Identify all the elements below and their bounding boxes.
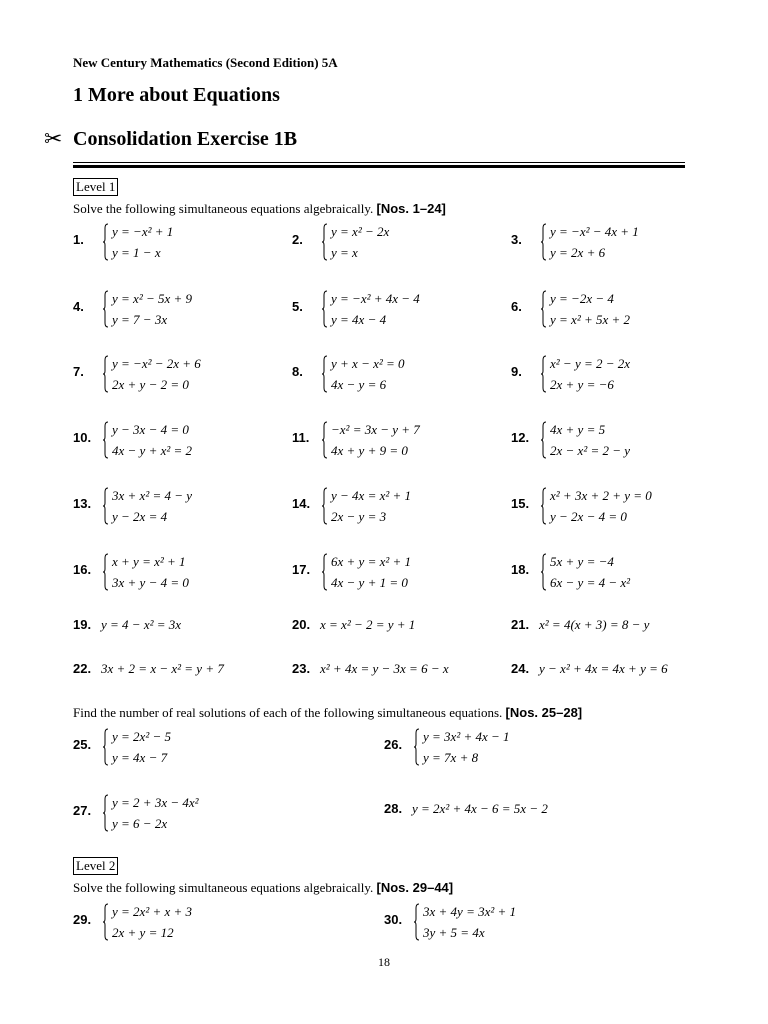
equation-2: y = x xyxy=(331,245,358,260)
question-number: 18. xyxy=(511,562,530,577)
equation-1: y + x − x² = 0 xyxy=(331,356,405,371)
question-number: 10. xyxy=(73,430,92,445)
brace-icon xyxy=(541,290,547,328)
instruction-range: [Nos. 1–24] xyxy=(376,201,446,216)
equation-system xyxy=(322,551,411,593)
question-number: 20. xyxy=(292,617,311,632)
equation-system xyxy=(103,288,192,330)
equation-1: y = 2x² − 5 xyxy=(112,729,171,744)
question-number: 24. xyxy=(511,661,530,676)
equation-1: y = 2x² + x + 3 xyxy=(112,904,193,919)
equation-system xyxy=(322,485,411,527)
equation-1: 3x + 4y = 3x² + 1 xyxy=(423,904,517,919)
brace-icon xyxy=(103,903,109,941)
equation-1: 5x + y = −4 xyxy=(550,554,614,569)
brace-icon xyxy=(541,355,547,393)
equation-system xyxy=(322,221,389,263)
question-number: 27. xyxy=(73,803,92,818)
equation-2: y − 2x = 4 xyxy=(112,509,168,524)
brace-icon xyxy=(322,487,328,525)
equation-2: 6x − y = 4 − x² xyxy=(550,575,631,590)
equation-2: 2x − y = 3 xyxy=(331,509,387,524)
instruction-1 xyxy=(73,201,446,217)
question-number: 26. xyxy=(384,737,403,752)
instruction-3 xyxy=(73,880,453,896)
question-number: 23. xyxy=(292,661,311,676)
instruction-text: Solve the following simultaneous equations algebraically. xyxy=(73,201,374,216)
equation-1: y = −x² + 4x − 4 xyxy=(331,291,420,306)
exercise-title: Consolidation Exercise 1B xyxy=(73,128,298,150)
brace-icon xyxy=(322,290,328,328)
level-1-label: Level 1 xyxy=(73,178,118,196)
equation-system xyxy=(103,221,173,263)
equation-2: 3x + y − 4 = 0 xyxy=(112,575,189,590)
equation-2: y = 2x + 6 xyxy=(550,245,606,260)
equation-1: y − 4x = x² + 1 xyxy=(331,488,412,503)
equation-system xyxy=(541,551,630,593)
brace-icon xyxy=(103,421,109,459)
brace-icon xyxy=(103,553,109,591)
equation-2: 4x − y = 6 xyxy=(331,377,387,392)
instruction-range: [Nos. 25–28] xyxy=(505,705,583,720)
question-number: 8. xyxy=(292,364,303,379)
brace-icon xyxy=(541,553,547,591)
equation-system xyxy=(103,551,189,593)
equation-1: x² + 3x + 2 + y = 0 xyxy=(550,488,652,503)
brace-icon xyxy=(541,421,547,459)
equation-system xyxy=(322,353,405,395)
question-number: 4. xyxy=(73,299,84,314)
equation-system xyxy=(103,726,171,768)
equation-system xyxy=(414,726,510,768)
brace-icon xyxy=(541,223,547,261)
question-number: 7. xyxy=(73,364,84,379)
question-number: 16. xyxy=(73,562,92,577)
question-number: 28. xyxy=(384,801,403,816)
equation-1: y = x² − 5x + 9 xyxy=(112,291,193,306)
level-2-label: Level 2 xyxy=(73,857,118,875)
question-number: 12. xyxy=(511,430,530,445)
brace-icon xyxy=(322,421,328,459)
equation-1: y = x² − 2x xyxy=(331,224,390,239)
scissors-icon: ✂ xyxy=(44,126,63,151)
question-number: 15. xyxy=(511,496,530,511)
equation-2: y = 1 − x xyxy=(112,245,161,260)
equation-system xyxy=(541,288,630,330)
equation-1: y = −x² − 2x + 6 xyxy=(112,356,201,371)
question-number: 19. xyxy=(73,617,92,632)
equation-system xyxy=(322,419,420,461)
question-number: 11. xyxy=(292,430,310,445)
instruction-text: Find the number of real solutions of each of the following simultaneous equations. xyxy=(73,705,503,720)
equation-system xyxy=(103,353,201,395)
equation-1: 6x + y = x² + 1 xyxy=(331,554,412,569)
equation-1: y = 2 + 3x − 4x² xyxy=(112,795,199,810)
brace-icon xyxy=(103,487,109,525)
equation-1: y − 3x − 4 = 0 xyxy=(112,422,189,437)
question-number: 14. xyxy=(292,496,311,511)
book-title: New Century Mathematics (Second Edition) 5A xyxy=(73,55,338,70)
equation-2: y − 2x − 4 = 0 xyxy=(550,509,627,524)
instruction-text: Solve the following simultaneous equations algebraically. xyxy=(73,880,374,895)
brace-icon xyxy=(103,355,109,393)
brace-icon xyxy=(103,794,109,832)
brace-icon xyxy=(322,355,328,393)
question-number: 30. xyxy=(384,912,403,927)
brace-icon xyxy=(322,553,328,591)
equation-2: 2x + y − 2 = 0 xyxy=(112,377,189,392)
equation-system xyxy=(322,288,420,330)
brace-icon xyxy=(541,487,547,525)
equation-system xyxy=(541,353,630,395)
equation: 3x + 2 = x − x² = y + 7 xyxy=(101,661,224,676)
question-number: 13. xyxy=(73,496,92,511)
question-number: 22. xyxy=(73,661,92,676)
equation-system xyxy=(103,419,192,461)
equation-system xyxy=(541,485,652,527)
question-number: 6. xyxy=(511,299,522,314)
equation-2: y = 4x − 4 xyxy=(331,312,387,327)
equation-2: y = 7 − 3x xyxy=(112,312,168,327)
equation-1: y = −x² − 4x + 1 xyxy=(550,224,639,239)
equation: y = 4 − x² = 3x xyxy=(101,617,182,632)
equation-1: x² − y = 2 − 2x xyxy=(550,356,631,371)
equation: x² + 4x = y − 3x = 6 − x xyxy=(320,661,449,676)
equation: x = x² − 2 = y + 1 xyxy=(320,617,416,632)
equation-system xyxy=(103,792,199,834)
equation-1: y = −x² + 1 xyxy=(112,224,174,239)
divider-line xyxy=(73,162,685,163)
question-number: 1. xyxy=(73,232,84,247)
brace-icon xyxy=(414,728,420,766)
equation-1: 3x + x² = 4 − y xyxy=(112,488,193,503)
brace-icon xyxy=(103,728,109,766)
question-number: 29. xyxy=(73,912,92,927)
equation-2: 4x − y + x² = 2 xyxy=(112,443,193,458)
question-number: 5. xyxy=(292,299,303,314)
equation-2: y = 7x + 8 xyxy=(423,750,479,765)
equation: x² = 4(x + 3) = 8 − y xyxy=(539,617,650,632)
question-number: 25. xyxy=(73,737,92,752)
divider-line-thick xyxy=(73,165,685,168)
equation-1: −x² = 3x − y + 7 xyxy=(331,422,420,437)
question-number: 21. xyxy=(511,617,530,632)
instruction-2 xyxy=(73,705,582,721)
equation-2: 3y + 5 = 4x xyxy=(423,925,485,940)
equation-1: x + y = x² + 1 xyxy=(112,554,186,569)
question-number: 9. xyxy=(511,364,522,379)
equation-system xyxy=(103,485,192,527)
page-number: 18 xyxy=(378,955,390,969)
equation-2: 2x − x² = 2 − y xyxy=(550,443,631,458)
equation-system xyxy=(414,901,516,943)
equation: y = 2x² + 4x − 6 = 5x − 2 xyxy=(412,801,548,816)
question-number: 3. xyxy=(511,232,522,247)
equation-system xyxy=(541,419,630,461)
brace-icon xyxy=(103,290,109,328)
equation-2: 2x + y = −6 xyxy=(550,377,614,392)
brace-icon xyxy=(322,223,328,261)
equation-1: y = 3x² + 4x − 1 xyxy=(423,729,510,744)
equation-1: y = −2x − 4 xyxy=(550,291,614,306)
equation-2: y = x² + 5x + 2 xyxy=(550,312,631,327)
question-number: 2. xyxy=(292,232,303,247)
question-number: 17. xyxy=(292,562,311,577)
equation-2: y = 6 − 2x xyxy=(112,816,168,831)
chapter-title: 1 More about Equations xyxy=(73,84,280,106)
equation-2: 4x + y + 9 = 0 xyxy=(331,443,408,458)
equation-system xyxy=(541,221,639,263)
equation-2: 4x − y + 1 = 0 xyxy=(331,575,408,590)
equation-system xyxy=(103,901,192,943)
equation-1: 4x + y = 5 xyxy=(550,422,606,437)
brace-icon xyxy=(103,223,109,261)
brace-icon xyxy=(414,903,420,941)
equation-2: y = 4x − 7 xyxy=(112,750,168,765)
instruction-range: [Nos. 29–44] xyxy=(376,880,454,895)
equation-2: 2x + y = 12 xyxy=(112,925,174,940)
equation: y − x² + 4x = 4x + y = 6 xyxy=(539,661,668,676)
